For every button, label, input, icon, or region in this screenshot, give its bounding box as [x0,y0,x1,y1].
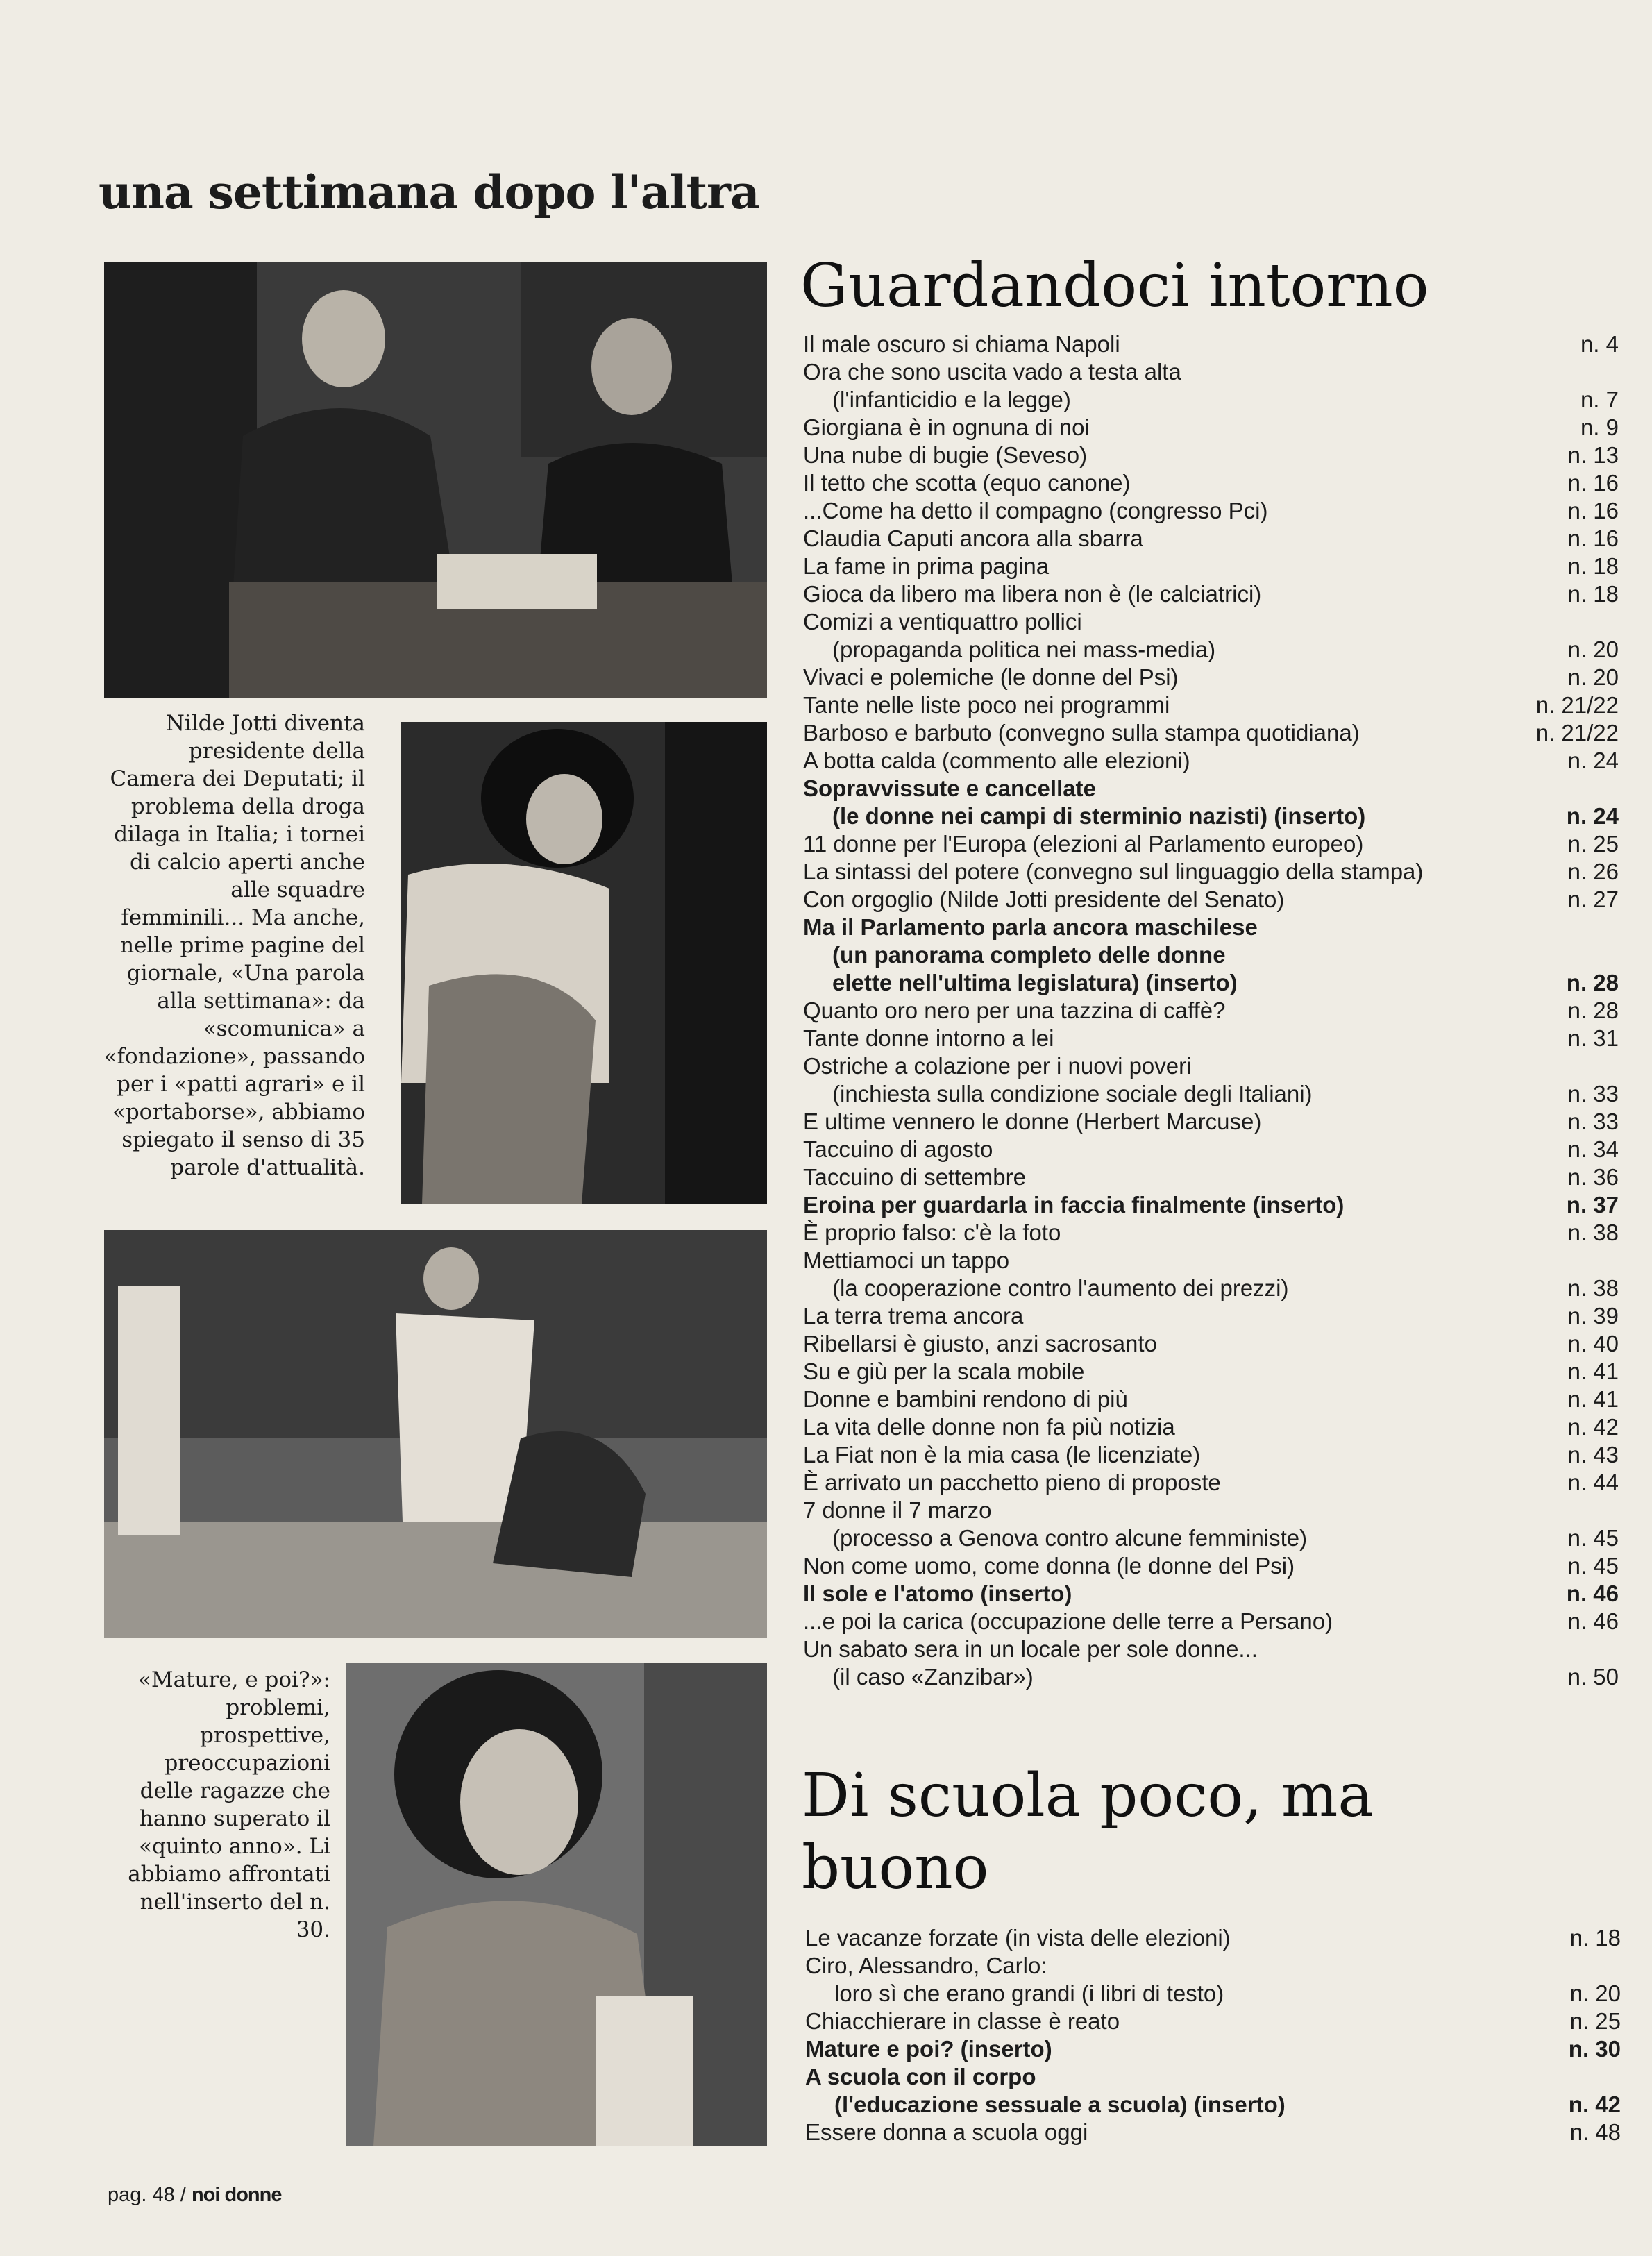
toc-entry [803,497,1619,525]
toc-entry [803,1330,1619,1358]
magazine-name: noi donne [191,2184,282,2206]
toc-entry-title: ...e poi la carica (occupazione delle terre a Persano) [803,1608,1333,1634]
toc-entry [803,997,1619,1025]
toc-entry-issue-number: n. 7 [1580,387,1619,412]
toc-entry-issue-number: n. 24 [1566,803,1619,829]
toc-entry [805,2119,1621,2146]
toc-entry-issue-number: n. 20 [1567,664,1619,690]
toc-entry [803,636,1619,664]
photo-football [104,1230,767,1638]
toc-entry-title: Il sole e l'atomo (inserto) [803,1581,1072,1606]
toc-entry-issue-number: n. 16 [1567,498,1619,523]
toc-entry-issue-number: n. 27 [1567,886,1619,912]
toc-entry-title: E ultime vennero le donne (Herbert Marcuse) [803,1109,1262,1134]
toc-entry [803,1497,1619,1524]
toc-entry-title: A scuola con il corpo [805,2064,1036,2089]
toc-entry-issue-number: n. 45 [1567,1525,1619,1551]
toc-entry-issue-number: n. 4 [1580,331,1619,357]
toc-entry-title: 11 donne per l'Europa (elezioni al Parlamento europeo) [803,831,1364,857]
toc-entry [803,441,1619,469]
toc-entry [803,525,1619,553]
toc-entry-issue-number: n. 26 [1567,859,1619,884]
toc-entry-title: Comizi a ventiquattro pollici [803,609,1082,634]
toc-entry-title: Ciro, Alessandro, Carlo: [805,1953,1047,1978]
toc-entry-title: Il tetto che scotta (equo canone) [803,470,1131,496]
toc-entry-title: A botta calda (commento alle elezioni) [803,748,1190,773]
toc-entry [803,802,1619,830]
toc-entry-title: loro sì che erano grandi (i libri di testo) [834,1980,1224,2006]
toc-entry-title: È proprio falso: c'è la foto [803,1220,1061,1245]
toc-entry-issue-number: n. 46 [1566,1581,1619,1606]
toc-entry-issue-number: n. 18 [1567,553,1619,579]
toc-entry-issue-number: n. 46 [1567,1608,1619,1634]
toc-entry-issue-number: n. 39 [1567,1303,1619,1329]
toc-entry-title: (un panorama completo delle donne [832,942,1226,968]
toc-entry-title: (l'infanticidio e la legge) [832,387,1071,412]
toc-entry-title: Taccuino di settembre [803,1164,1026,1190]
toc-entry [803,1219,1619,1247]
toc-entry [803,553,1619,580]
toc-entry-title: (processo a Genova contro alcune femministe) [832,1525,1308,1551]
toc-entry [803,664,1619,691]
toc-entry [803,886,1619,914]
toc-entry [803,1358,1619,1386]
toc-entry-issue-number: n. 42 [1568,2091,1621,2117]
toc-entry-issue-number: n. 36 [1567,1164,1619,1190]
toc-entry-title: Gioca da libero ma libera non è (le calciatrici) [803,581,1262,607]
toc-entry [805,1952,1621,1980]
toc-entry-issue-number: n. 13 [1567,442,1619,468]
toc-entry [803,1441,1619,1469]
page-number: pag. 48 [108,2184,175,2206]
toc-entry [803,1025,1619,1052]
toc-entry-issue-number: n. 45 [1567,1553,1619,1579]
toc-entry-title: 7 donne il 7 marzo [803,1497,992,1523]
toc-entry-issue-number: n. 21/22 [1535,720,1619,746]
toc-entry-title: Chiacchierare in classe è reato [805,2008,1120,2034]
toc-entry-issue-number: n. 44 [1567,1470,1619,1495]
toc-entry [803,1163,1619,1191]
toc-entry [803,1552,1619,1580]
toc-entry-issue-number: n. 40 [1567,1331,1619,1356]
toc-entry-issue-number: n. 41 [1567,1358,1619,1384]
toc-entry-title: Taccuino di agosto [803,1136,993,1162]
toc-entry-title: Giorgiana è in ognuna di noi [803,414,1090,440]
toc-entry-title: (propaganda politica nei mass-media) [832,637,1216,662]
toc-entry-title: La Fiat non è la mia casa (le licenziate) [803,1442,1201,1467]
toc-entry-title: Vivaci e polemiche (le donne del Psi) [803,664,1179,690]
caption-mature: «Mature, e poi?»: problemi, prospettive, preoccupazioni delle ragazze che hanno superato il «quinto anno». Li abbiamo affrontati nell'inserto del n. 30. [128,1667,330,1942]
toc-entry-issue-number: n. 30 [1568,2036,1621,2062]
toc-entry [803,914,1619,941]
toc-entry-title: (inchiesta sulla condizione sociale degli Italiani) [832,1081,1313,1106]
toc-entry-issue-number: n. 48 [1569,2119,1621,2145]
toc-entry-issue-number: n. 33 [1567,1109,1619,1134]
toc-entry-title: Un sabato sera in un locale per sole donne... [803,1636,1258,1662]
toc-entry-title: elette nell'ultima legislatura) (inserto) [832,970,1238,995]
toc-entry-title: ...Come ha detto il compagno (congresso Pci) [803,498,1268,523]
toc-entry [803,1302,1619,1330]
toc-entry [803,1580,1619,1608]
toc-entry-title: Barboso e barbuto (convegno sulla stampa quotidiana) [803,720,1360,746]
toc-entry-title: Quanto oro nero per una tazzina di caffè? [803,997,1226,1023]
toc-entry [803,1052,1619,1080]
toc-entry-title: (le donne nei campi di sterminio nazisti) (inserto) [832,803,1366,829]
toc-entry-title: Sopravvissute e cancellate [803,775,1096,801]
toc-entry [803,330,1619,358]
toc-entry-issue-number: n. 9 [1580,414,1619,440]
toc-entry-issue-number: n. 25 [1569,2008,1621,2034]
toc-entry-title: Mature e poi? (inserto) [805,2036,1052,2062]
toc-entry [805,2063,1621,2091]
toc-entry-issue-number: n. 28 [1567,997,1619,1023]
toc-entry [803,969,1619,997]
toc-entry [803,1386,1619,1413]
toc-entry [803,1274,1619,1302]
page-footer [108,2184,281,2207]
toc-entry-issue-number: n. 38 [1567,1220,1619,1245]
toc-entry [803,1469,1619,1497]
toc-entry-issue-number: n. 24 [1567,748,1619,773]
toc-entry [803,1080,1619,1108]
toc-entry-title: È arrivato un pacchetto pieno di proposte [803,1470,1221,1495]
toc-entry [803,1663,1619,1691]
toc-entry-title: La vita delle donne non fa più notizia [803,1414,1175,1440]
toc-entry-title: Ribellarsi è giusto, anzi sacrosanto [803,1331,1157,1356]
toc-entry [803,1413,1619,1441]
photo-parliament [104,262,767,698]
toc-entry [803,719,1619,747]
toc-list-scuola [805,1924,1621,2146]
toc-entry-issue-number: n. 41 [1567,1386,1619,1412]
toc-entry [803,775,1619,802]
toc-entry-issue-number: n. 16 [1567,470,1619,496]
toc-entry [803,1136,1619,1163]
toc-entry-title: La sintassi del potere (convegno sul linguaggio della stampa) [803,859,1424,884]
toc-entry-issue-number: n. 25 [1567,831,1619,857]
toc-entry [803,608,1619,636]
toc-entry-title: (il caso «Zanzibar») [832,1664,1034,1690]
toc-entry-issue-number: n. 20 [1569,1980,1621,2006]
toc-entry-issue-number: n. 20 [1567,637,1619,662]
toc-entry-issue-number: n. 43 [1567,1442,1619,1467]
toc-entry-title: Eroina per guardarla in faccia finalmente (inserto) [803,1192,1345,1218]
toc-entry [803,580,1619,608]
toc-entry-title: Mettiamoci un tappo [803,1247,1010,1273]
toc-entry-issue-number: n. 31 [1567,1025,1619,1051]
toc-entry [803,469,1619,497]
toc-entry [803,1247,1619,1274]
toc-entry-title: Tante donne intorno a lei [803,1025,1054,1051]
toc-entry-issue-number: n. 28 [1566,970,1619,995]
toc-entry-title: Ma il Parlamento parla ancora maschilese [803,914,1258,940]
toc-entry-issue-number: n. 18 [1569,1925,1621,1951]
toc-entry [803,1108,1619,1136]
photo-seated-woman [401,722,767,1204]
footer-separator: / [180,2184,186,2206]
toc-entry [805,2091,1621,2119]
toc-entry-title: (la cooperazione contro l'aumento dei prezzi) [832,1275,1289,1301]
toc-entry-title: Su e giù per la scala mobile [803,1358,1085,1384]
toc-entry [805,2035,1621,2063]
toc-entry [803,1191,1619,1219]
caption-jotti: Nilde Jotti diventa presidente della Camera dei Deputati; il problema della droga dilaga in Italia; i tornei di calcio aperti anche alle squadre femminili... Ma anche, nelle prime pagine del giornale, «Una parola alla settimana»: da «scomunica» a «fondazione», passando per i «patti agrari» e il «portaborse», abbiamo spiegato il senso di 35 parole d'attualità. [103,711,365,1180]
toc-entry [805,1924,1621,1952]
toc-list-guardandoci [803,330,1619,1691]
toc-entry-title: Claudia Caputi ancora alla sbarra [803,525,1143,551]
toc-entry-title: La terra trema ancora [803,1303,1024,1329]
toc-entry-title: Le vacanze forzate (in vista delle elezioni) [805,1925,1231,1951]
toc-entry-title: Non come uomo, come donna (le donne del Psi) [803,1553,1295,1579]
page-heading: una settimana dopo l'altra [99,165,759,219]
toc-entry [803,747,1619,775]
toc-entry-issue-number: n. 37 [1566,1192,1619,1218]
toc-entry [803,830,1619,858]
toc-entry-title: Il male oscuro si chiama Napoli [803,331,1120,357]
toc-entry-title: Con orgoglio (Nilde Jotti presidente del Senato) [803,886,1285,912]
toc-entry-issue-number: n. 34 [1567,1136,1619,1162]
toc-entry-title: Una nube di bugie (Seveso) [803,442,1088,468]
photo-student [346,1663,767,2146]
toc-entry [803,1524,1619,1552]
toc-entry-title: Ora che sono uscita vado a testa alta [803,359,1181,385]
toc-entry-title: Donne e bambini rendono di più [803,1386,1128,1412]
toc-entry-issue-number: n. 50 [1567,1664,1619,1690]
toc-entry-issue-number: n. 38 [1567,1275,1619,1301]
toc-entry-title: Ostriche a colazione per i nuovi poveri [803,1053,1192,1079]
toc-entry-issue-number: n. 42 [1567,1414,1619,1440]
toc-entry-issue-number: n. 21/22 [1535,692,1619,718]
toc-entry-title: Tante nelle liste poco nei programmi [803,692,1170,718]
toc-entry [803,858,1619,886]
toc-entry-title: La fame in prima pagina [803,553,1050,579]
toc-entry-issue-number: n. 16 [1567,525,1619,551]
toc-entry [803,358,1619,386]
toc-entry [803,691,1619,719]
toc-entry [803,1608,1619,1635]
toc-entry-issue-number: n. 18 [1567,581,1619,607]
section-title-guardandoci: Guardandoci intorno [800,251,1429,321]
toc-entry [803,386,1619,414]
toc-entry [803,941,1619,969]
toc-entry [803,1635,1619,1663]
toc-entry-issue-number: n. 33 [1567,1081,1619,1106]
section-title-scuola: Di scuola poco, ma buono [802,1761,1374,1903]
toc-entry [805,1980,1621,2007]
toc-entry-title: Essere donna a scuola oggi [805,2119,1088,2145]
toc-entry [805,2007,1621,2035]
toc-entry [803,414,1619,441]
toc-entry-title: (l'educazione sessuale a scuola) (inserto) [834,2091,1286,2117]
